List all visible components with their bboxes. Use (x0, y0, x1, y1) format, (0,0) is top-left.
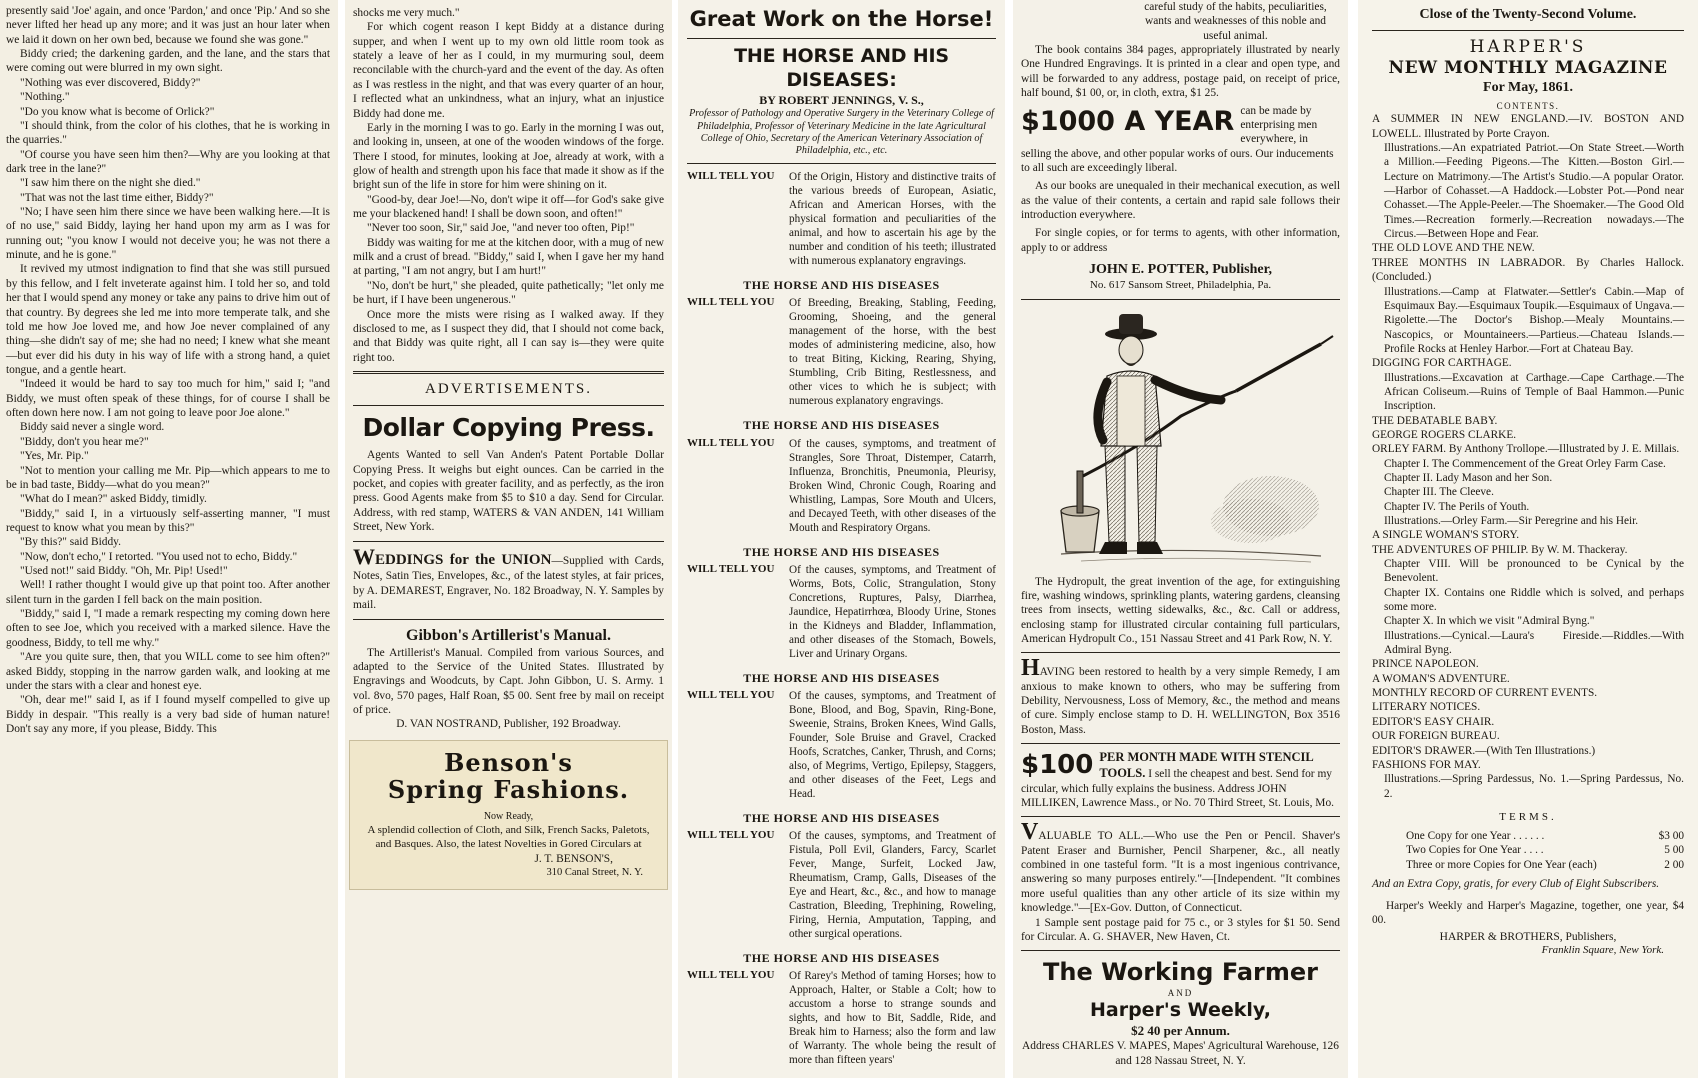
horse-section-text: Of the causes, symptoms, and Treatment of Bone, Blood, and Bog, Spavin, Ring-Bone, Sweenie, Strains, Broken Knees, Wind Galls, Founder, Sole Bruise and Gravel, Cracked Hoofs, Scratches, Canker, Thrush, and Corns; also, of Megrims, Vertigo, Epilepsy, Staggers, and other diseases of the Feet, Legs and Head. (789, 689, 996, 800)
terms-price: $3 00 (1658, 829, 1684, 842)
divider (1021, 743, 1340, 744)
horse-book-info: The book contains 384 pages, appropriately illustrated by nearly One Hundred Engravings. It is printed in a clear and open type, and will be forwarded to any address, postage paid, on receipt of price, half bound, $1 00, or, in cloth, extra, $1 25. (1021, 44, 1340, 100)
harper-address: Franklin Square, New York. (1541, 944, 1664, 957)
story-paragraph: "What do I mean?" asked Biddy, timidly. (20, 493, 207, 506)
horse-section-row (687, 563, 996, 661)
terms-row (1372, 843, 1684, 858)
harpers-magazine-column (1358, 0, 1698, 1078)
divider (353, 619, 664, 620)
contents-subitem: Illustrations.—Excavation at Carthage.—Cape Carthage.—The African Coliseum.—Ruins of Temple of Baal Hammon.—Punic Inscription. (1384, 371, 1684, 413)
close-of-volume: Close of the Twenty-Second Volume. (1419, 7, 1637, 22)
story-paragraph: "Of course you have seen him then?—Why are you looking at that dark tree in the lane?" (6, 148, 330, 175)
stencil-amount: $100 (1021, 750, 1094, 781)
story-paragraph: "Never too soon, Sir," said Joe, "and never too often, Pip!" (367, 222, 635, 235)
contents-subitem: Illustrations.—Cynical.—Laura's Fireside.—Riddles.—With Admiral Byng. (1384, 629, 1684, 657)
working-farmer-address: Address CHARLES V. MAPES, Mapes' Agricultural Warehouse, 126 and 128 Nassau Street, N. Y. (1022, 1040, 1339, 1067)
contents-item: A SUMMER IN NEW ENGLAND.—IV. BOSTON AND LOWELL. Illustrated by Porte Crayon. (1372, 113, 1684, 140)
story-paragraph: "By this?" said Biddy. (20, 536, 121, 549)
story-paragraph: It revived my utmost indignation to find that she was still pursued by this fellow, and I felt inveterate against him. I told her so, and told her that I would spend any money or take any pains to drive him out of that country. By degrees she led me into more temperate talk, and she told me how Joe loved me, and how Joe never complained of any thing—she didn't say of me; she had no need; I knew what she meant—but ever did his duty in his way of life with a strong hand, a quiet tongue, and a gentle heart. (6, 263, 330, 376)
horse-book-title: THE HORSE AND HIS DISEASES: (734, 45, 949, 92)
story-paragraph: "Nothing." (20, 91, 70, 104)
having-ad (1021, 655, 1340, 737)
having-text: AVING been restored to health by a very simple Remedy, I am anxious to make known to others, who may be suffering from Debility, Nervousness, Loss of Memory, &c., the method and means of cure. Simply enclose stamp to D. H. WELLINGTON, Box 3516 Boston, Mass. (1021, 666, 1340, 736)
terms-label: Three or more Copies for One Year (each) (1406, 859, 1597, 872)
valuable-ad (1021, 819, 1340, 915)
horse-section-row (687, 689, 996, 801)
contents-subitem: Illustrations.—Spring Pardessus, No. 1.—Spring Pardessus, No. 2. (1384, 773, 1684, 800)
horse-section-text: Of Breeding, Breaking, Stabling, Feeding, Grooming, Shoeing, and the general management of the horse, with the best modes of administering medicine, also, how to treat Biting, Kicking, Rearing, Shying, Stumbling, Crib Biting, Restlessness, and other vices to which he is subject; with numerous explanatory engravings. (789, 297, 996, 408)
benson-ad (349, 740, 668, 890)
thousand-a-year-text: can be made by enterprising men everywhere, in selling the above, and other popular works of ours. Our inducements to all such are exceedingly liberal. (1021, 104, 1334, 174)
horse-intro-text: Of the Origin, History and distinctive traits of the various breeds of European, Asiatic, African and American Horses, with the physical formation and peculiarities of the animal, and how to ascertain his age by the number and condition of his teeth; illustrated with numerous explanatory engravings. (789, 171, 996, 268)
terms-price: 5 00 (1664, 844, 1684, 857)
horse-book-ad-column (678, 0, 1005, 1078)
divider (1021, 652, 1340, 653)
horse-section-row (687, 437, 996, 535)
horse-section-text: Of the causes, symptoms, and Treatment of Fistula, Poll Evil, Glanders, Farcy, Scarlet Fever, Mange, Surfeit, Locked Jaw, Rheumatism, Cramp, Galls, Diseases of the Eye and Heart, &c., &c., and how to manage Castration, Bleeding, Trephining, Roweling, Firing, Hernia, Amputation, Tapping, and other surgical operations. (789, 829, 996, 940)
contents-item: THREE MONTHS IN LABRADOR. By Charles Hallock. (Concluded.) (1372, 256, 1684, 284)
contents-subitem: Illustrations.—Camp at Flatwater.—Settler's Cabin.—Map of Esquimaux Bay.—Esquimaux Toupik.—Esquimaux of Ungava.—Rigolette.—The Doctor's Bishop.—Mealy Mountains.—Nascopics, or Mountaineers.—Partieus.—Chateau Islands.—Profile Rocks at Henley Harbor.—Fort at Chateau Bay. (1384, 285, 1684, 355)
story-paragraph: "No, don't be hurt," she pleaded, quite pathetically; "let only me be hurt, if I have been ungenerous." (353, 279, 664, 307)
weddings-dropcap: W (353, 543, 375, 569)
benson-title: Benson's (444, 747, 573, 777)
contents-item: EDITOR'S EASY CHAIR. (1372, 715, 1495, 728)
contents-item: GEORGE ROGERS CLARKE. (1372, 428, 1517, 441)
magazine-name: HARPER'S (1469, 36, 1587, 57)
terms-label: One Copy for one Year . . . . . . (1406, 829, 1545, 842)
extra-copy-note: And an Extra Copy, gratis, for every Club of Eight Subscribers. (1372, 877, 1660, 890)
weddings-body: —Supplied with Cards, Notes, Satin Ties, Envelopes, &c., of the latest styles, at fair prices, by A. DEMAREST, Engraver, No. 182 Broadway, N. Y. Samples by mail. (353, 554, 664, 612)
contents-subitem: Illustrations.—Orley Farm.—Sir Peregrine and his Heir. (1384, 515, 1639, 528)
story-column-left (0, 0, 338, 1078)
potter-address: No. 617 Sansom Street, Philadelphia, Pa. (1089, 278, 1272, 291)
terms-list (1372, 829, 1684, 873)
story-paragraph: "Do you know what is become of Orlick?" (20, 105, 215, 118)
terms-row (1372, 829, 1684, 844)
story-paragraph: "Indeed it would be hard to say too much for him," said I; "and Biddy, we must often speak of these things, for of course I shall be often down here now. I am not going to leave poor Joe alone." (6, 378, 330, 420)
horse-section-heading: THE HORSE AND HIS DISEASES (743, 278, 940, 293)
horse-section-text: Of Rarey's Method of taming Horses; how to Approach, Halter, or Stable a Colt; how to accustom a horse to strange sounds and sights, and how to Bit, Saddle, Ride, and Break him to Harness; also the form and law of Warranty. The whole being the result of more than fifteen years' (789, 970, 996, 1067)
will-tell-label: WILL TELL YOU (687, 969, 775, 982)
contents-item: THE OLD LOVE AND THE NEW. (1372, 242, 1535, 255)
story-paragraph: Well! I rather thought I would give up that point too. After another silent turn in the garden I fell back on the main position. (6, 579, 330, 606)
story-paragraph: Once more the mists were rising as I walked away. If they disclosed to me, as I suspect they did, that I should not come back, and that Biddy was quite right, all I can say is—they were quite right too. (353, 308, 664, 364)
horse-sections (687, 278, 996, 1067)
hydropult-man-illustration (1021, 306, 1340, 571)
contents-subitem: Chapter IX. Contains one Riddle which is solved, and perhaps some more. (1384, 586, 1684, 614)
valuable-dropcap: V (1021, 819, 1039, 846)
divider (1021, 299, 1340, 300)
horse-section-heading: THE HORSE AND HIS DISEASES (743, 418, 940, 433)
gibbon-body: The Artillerist's Manual. Compiled from various Sources, and adapted to the Service of the United States. Illustrated by Engravings and Woodcuts, by Capt. John Gibbon, U. S. Army. 1 vol. 8vo, 570 pages, Half Roan, $5 00. Sent free by mail on receipt of price. (353, 646, 664, 717)
story-paragraph: For which cogent reason I kept Biddy at a distance during supper, and when I went up to my own old little room took as stately a leave of her as I could, in my murmuring soul, deem reconcilable with the church-yard and the event of the day. As often as I was restless in the night, and that was every quarter of an hour, I reflected what an unkindness, what an injury, what an injustice Biddy had done me. (353, 21, 664, 120)
contents-item: A SINGLE WOMAN'S STORY. (1372, 529, 1520, 542)
horse-intro-row (687, 170, 996, 268)
unequaled-text: As our books are unequaled in their mechanical execution, as well as the value of their contents, a certain and rapid sale follows their introduction everywhere. (1021, 180, 1340, 222)
horse-section-text: Of the causes, symptoms, and Treatment of Worms, Bots, Colic, Strangulation, Stony Concretions, Ruptures, Palsy, Diarrhea, Jaundice, Hepatirrhœa, Bloody Urine, Stones in the Kidneys and Bladder, Inflammation, and other diseases of the Stomach, Bowels, Liver and Urinary Organs. (789, 563, 996, 660)
working-farmer-price: $2 40 per Annum. (1131, 1022, 1230, 1038)
will-tell-label: WILL TELL YOU (687, 688, 775, 701)
ads-column-right (1013, 0, 1348, 1078)
copying-press-title: Dollar Copying Press. (362, 412, 655, 442)
divider (1021, 816, 1340, 817)
contents-item: PRINCE NAPOLEON. (1372, 658, 1479, 671)
benson-subtitle: Spring Fashions. (387, 775, 630, 805)
terms-row (1372, 858, 1684, 873)
divider (1021, 950, 1340, 951)
story-paragraph: "I should think, from the color of his clothes, that he is working in the quarries." (6, 119, 330, 147)
contents-subitem: Chapter VIII. Will be pronounced to be Cynical by the Benevolent. (1384, 558, 1684, 585)
will-tell-label: WILL TELL YOU (687, 436, 775, 449)
hydropult-text: The Hydropult, the great invention of the age, for extinguishing fire, washing windows, sprinkling plants, watering gardens, cleansing trees from insects, wetting sidewalks, &c., &c. Call or address, enclosing stamp for illustrated circular containing full particulars, American Hydropult Co., 151 Nassau Street and 41 Park Row, N. Y. (1021, 575, 1340, 646)
benson-name: J. T. BENSON'S, (534, 852, 613, 865)
copying-press-body: Agents Wanted to sell Van Anden's Patent Portable Dollar Copying Press. It weighs but eight ounces. Can be carried in the pocket, and copies with greater facility, and as perfectly, as the iron press. Good Agents make from $5 to $10 a day. Send for Circular. Address, with red stamp, WATERS & VAN ANDEN, 141 William Street, New York. (353, 449, 664, 534)
horse-section-text: Of the causes, symptoms, and treatment of Strangles, Sore Throat, Distemper, Catarrh, Influenza, Bronchitis, Pneumonia, Pleurisy, Broken Wind, Chronic Cough, Roaring and Whistling, Lampas, Sore Mouth and Ulcers, and Decayed Teeth, with other diseases of the Mouth and Respiratory Organs. (789, 437, 996, 534)
benson-body: A splendid collection of Cloth, and Silk, French Sacks, Paletots, and Basques. Also, the latest Novelties in Gored Circulars at (367, 823, 650, 850)
contents-list (1372, 112, 1684, 801)
stencil-tools-ad (1021, 750, 1340, 810)
story-paragraph: Biddy said never a single word. (20, 421, 165, 434)
story-paragraph: "Good-by, dear Joe!—No, don't wipe it off—for God's sake give me your blackened hand! I shall be down soon, and often!" (353, 193, 664, 221)
will-tell-label: WILL TELL YOU (687, 562, 775, 575)
gibbon-title: Gibbon's Artillerist's Manual. (406, 626, 611, 644)
contents-item: MONTHLY RECORD OF CURRENT EVENTS. (1372, 687, 1598, 700)
story-paragraph: "No; I have seen him there since we have been walking here.—It is of no use," said Biddy, laying her hand upon my arm as I was for running out; "you know I would not deceive you; he was not there a minute, and he is gone." (6, 206, 330, 262)
divider (687, 163, 996, 164)
contents-subitem: Chapter I. The Commencement of the Great Orley Farm Case. (1384, 457, 1666, 470)
contents-subitem: Chapter II. Lady Mason and her Son. (1384, 471, 1553, 484)
divider (353, 541, 664, 542)
story-paragraph: presently said 'Joe' again, and once 'Pardon,' and once 'Pip.' And so she never lifted her head up any more; and it was just an hour later when we laid it down on her own bed, because we found she was gone." (6, 5, 330, 46)
contents-subitem: Chapter III. The Cleeve. (1384, 486, 1494, 499)
combined-offer: Harper's Weekly and Harper's Magazine, together, one year, $4 00. (1372, 900, 1684, 927)
story-and-ads-column (345, 0, 672, 1078)
potter-publisher: JOHN E. POTTER, Publisher, (1088, 262, 1273, 278)
working-farmer-and: AND (1167, 987, 1194, 998)
gibbon-publisher: D. VAN NOSTRAND, Publisher, 192 Broadway. (396, 718, 621, 731)
will-tell-label: WILL TELL YOU (687, 828, 775, 841)
story-paragraph: "I saw him there on the night she died." (20, 177, 201, 190)
story-paragraph: "Biddy," said I, "I made a remark respecting my coming down here often to see Joe, which you received with a marked silence. Have the goodness, Biddy, to tell me why." (6, 608, 330, 649)
story-paragraph: "Yes, Mr. Pip." (20, 450, 89, 463)
divider (687, 38, 996, 39)
hydropult-illustration (1021, 306, 1340, 571)
terms-label: Two Copies for One Year . . . . (1406, 844, 1544, 857)
story-paragraph: Early in the morning I was to go. Early in the morning I was out, and looking in, unseen, at one of the wooden windows of the forge. There I stood, for minutes, looking at Joe, already at work, with a glow of health and strength upon his face that made it show as if the bright sun of the life in store for him were shining on it. (353, 121, 664, 192)
working-farmer-title: The Working Farmer (1043, 958, 1318, 987)
copying-press-ad (353, 412, 664, 535)
terms-label: TERMS. (1499, 810, 1557, 823)
contents-item: LITERARY NOTICES. (1372, 701, 1481, 714)
valuable-text: ALUABLE TO ALL.—Who use the Pen or Pencil. Shaver's Patent Eraser and Burnisher, Pencil Sharpener, &c., all neatly combined in one tasteful form. "It is a most ingenious contrivance, answering so many purposes entirely."—[Independent. "It combines more useful qualities than any other article of its size within my knowledge."—[Ex-Gov. Dutton, of Connecticut. (1021, 830, 1340, 915)
story-paragraph: shocks me very much." (353, 7, 460, 19)
contents-subitem: Chapter X. In which we visit "Admiral Byng." (1384, 615, 1595, 628)
thousand-a-year-ad (1021, 104, 1340, 176)
valuable-sample: 1 Sample sent postage paid for 75 c., or 3 styles for $1 50. Send for Circular. A. G. SHAVER, New Haven, Ct. (1021, 916, 1340, 943)
single-copies-text: For single copies, or for terms to agents, with other information, apply to or address (1021, 227, 1340, 254)
story-paragraph: "That was not the last time either, Biddy?" (20, 191, 214, 204)
story-paragraph: "Biddy," said I, in a virtuously self-asserting manner, "I must request to know what you mean by this?" (6, 507, 330, 534)
story-paragraph: "Are you quite sure, then, that you WILL come to see him often?" asked Biddy, stopping in the narrow garden walk, and looking at me under the stars with a clear and honest eye. (6, 651, 330, 692)
contents-item: FASHIONS FOR MAY. (1372, 758, 1481, 771)
story-paragraph: "Now, don't echo," I retorted. "You used not to echo, Biddy." (20, 550, 298, 563)
thousand-a-year-amount: $1000 A YEAR (1021, 105, 1235, 137)
contents-label: CONTENTS. (1496, 101, 1560, 112)
divider (353, 371, 664, 374)
story-paragraph: "Biddy, don't you hear me?" (20, 435, 149, 448)
horse-headline: Great Work on the Horse! (689, 7, 994, 31)
harpers-weekly-title: Harper's Weekly, (1089, 998, 1272, 1021)
horse-section-heading: THE HORSE AND HIS DISEASES (743, 810, 940, 825)
horse-section-heading: THE HORSE AND HIS DISEASES (743, 950, 940, 965)
terms-price: 2 00 (1664, 859, 1684, 872)
story-paragraph: "Used not!" said Biddy. "Oh, Mr. Pip! Used!" (20, 565, 228, 578)
advertisements-heading: ADVERTISEMENTS. (424, 380, 592, 397)
benson-address: 310 Canal Street, N. Y. (546, 866, 643, 878)
story-text-left (6, 4, 330, 736)
contents-item: DIGGING FOR CARTHAGE. (1372, 357, 1512, 370)
harper-brothers: HARPER & BROTHERS, Publishers, (1439, 930, 1617, 943)
contents-subitem: Chapter IV. The Perils of Youth. (1384, 500, 1530, 513)
gibbon-ad (353, 626, 664, 732)
horse-section-heading: THE HORSE AND HIS DISEASES (743, 670, 940, 685)
divider (1372, 30, 1684, 31)
divider (353, 405, 664, 406)
story-paragraph: "Oh, dear me!" said I, as if I found myself compelled to give up Biddy in despair. "This really is a very bad side of human nature! Don't say any more, if you please, Biddy. This (6, 694, 330, 735)
contents-subitem: Illustrations.—An expatriated Patriot.—On State Street.—Worth a Million.—Feeding Pigeons.—The Kitten.—Boston Girl.—Lecture on Matrimony.—The Artist's Studio.—A popular Orator.—Harbor of Cohasset.—A Haddock.—Lobster Pot.—Pond near Cohasset.—The Apple-Peeler.—The Shoemaker.—The Good Old Times.—Recreation formerly.—Recreation nowadays.—The Circus.—Between Hope and Fear. (1384, 142, 1684, 241)
horse-section-row (687, 296, 996, 408)
having-dropcap: H (1021, 655, 1040, 682)
horse-author-affiliation: Professor of Pathology and Operative Surgery in the Veterinary College of Philadelphia, Professor of Veterinary Medicine in the late Agricultural College of Ohio, Secretary of the American Veterinary Association of Philadelphia, etc., etc. (689, 108, 994, 157)
horse-book-continued: careful study of the habits, peculiarities, wants and weaknesses of this noble and useful animal. (1144, 1, 1327, 42)
weddings-text (353, 543, 664, 613)
weddings-ad (353, 543, 664, 613)
stencil-head: PER MONTH MADE WITH STENCIL TOOLS. (1099, 750, 1314, 780)
contents-item: THE DEBATABLE BABY. (1372, 414, 1498, 427)
contents-item: ORLEY FARM. By Anthony Trollope.—Illustrated by J. E. Millais. (1372, 443, 1680, 456)
weddings-head: EDDINGS for the UNION (375, 551, 552, 568)
stencil-text: I sell the cheapest and best. Send for my circular, which fully explains the business. Address JOHN MILLIKEN, Lawrence Mass., or No. 70 Third Street, St. Louis, Mo. (1021, 767, 1334, 810)
story-paragraph: Biddy cried; the darkening garden, and the lane, and the stars that were coming out were blurred in my own sight. (6, 48, 330, 75)
horse-section-row (687, 829, 996, 941)
horse-section-heading: THE HORSE AND HIS DISEASES (743, 544, 940, 559)
story-paragraph: Biddy was waiting for me at the kitchen door, with a mug of new milk and a crust of bread. "Biddy," said I, when I gave her my hand at parting, "I am not angry, but I am hurt!" (353, 236, 664, 278)
horse-section-row (687, 969, 996, 1067)
story-paragraph: "Nothing was ever discovered, Biddy?" (20, 76, 201, 89)
contents-item: OUR FOREIGN BUREAU. (1372, 730, 1500, 743)
contents-item: EDITOR'S DRAWER.—(With Ten Illustrations.) (1372, 744, 1596, 757)
magazine-issue: For May, 1861. (1483, 80, 1573, 96)
story-paragraph: "Not to mention your calling me Mr. Pip—which appears to me to be in bad taste, Biddy—what do you mean?" (6, 464, 330, 491)
will-tell-label: WILL TELL YOU (687, 296, 775, 309)
will-tell-label: WILL TELL YOU (687, 170, 775, 183)
magazine-subtitle: NEW MONTHLY MAGAZINE (1388, 58, 1668, 79)
contents-item: THE ADVENTURES OF PHILIP. By W. M. Thackeray. (1372, 543, 1628, 556)
contents-item: A WOMAN'S ADVENTURE. (1372, 672, 1510, 685)
horse-author: BY ROBERT JENNINGS, V. S., (759, 93, 924, 108)
story-text-right (353, 6, 664, 365)
benson-ready: Now Ready, (483, 811, 534, 823)
